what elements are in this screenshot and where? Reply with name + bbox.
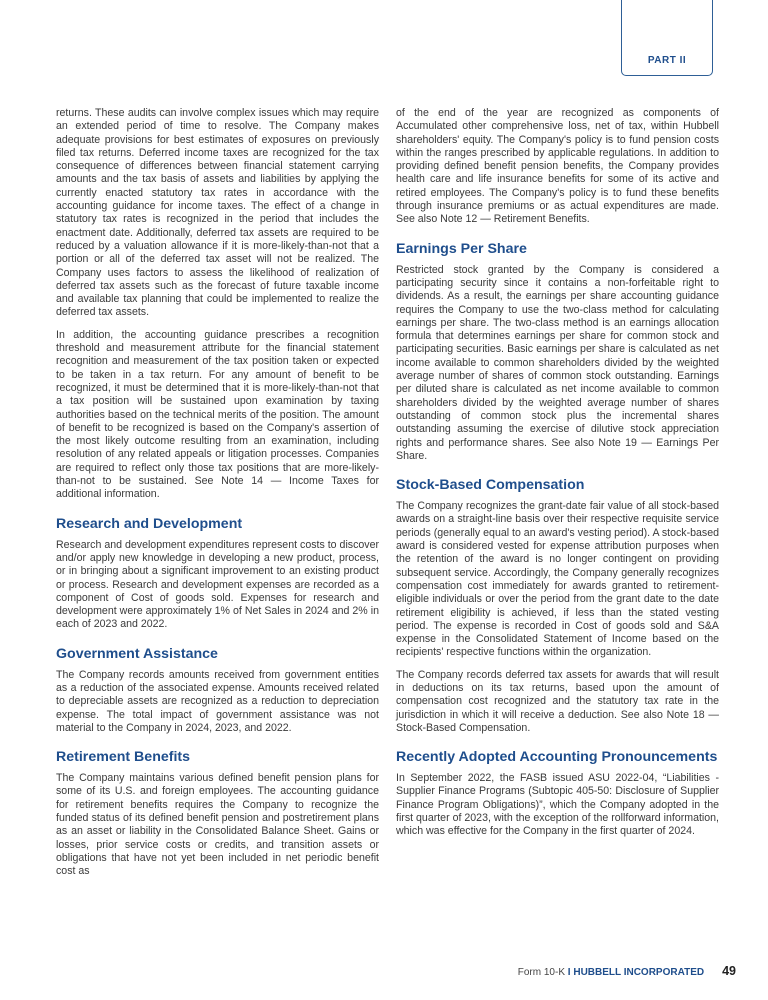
recently-adopted-pronouncements-paragraph: In September 2022, the FASB issued ASU 2022-04, “Liabilities - Supplier Finance Programs (Subtopic 405-50: Disclosure of Supplier Finance Program Obligations)”, which the Company adopted in the first quarter of 2023, with the exception of the rollforward information, which was effective for the Company in the first quarter of 2024. (396, 772, 719, 838)
heading-research-development: Research and Development (56, 515, 243, 532)
income-tax-paragraph-2: In addition, the accounting guidance prescribes a recognition threshold and measurement attribute for the financial statement recognition and measurement of the tax position taken or expected to be taken in a tax return. For any amount of benefit to be recognized, it must be determined that it is more-likely-than-not that a tax position will be sustained upon examination by taxing authorities based on the technical merits of the position. The amount of benefit to be recognized is based on the Company's assertion of the most likely outcome resulting from an examination, including resolution of any related appeals or litigation processes. Companies are required to reflect only those tax positions that are more-likely-than-not to be sustained. See Note 14 — Income Taxes for additional information. (56, 328, 379, 501)
research-development-paragraph: Research and development expenditures represent costs to discover and/or apply new knowledge in developing a new product, process, or in bringing about a significant improvement to an existing product or process. Research and development expenses are recorded as a component of Cost of goods sold. Expenses for research and development were approximately 1% of Net Sales in 2024 and 2% in each of 2023 and 2022. (56, 538, 379, 631)
left-column (56, 107, 379, 888)
footer-company: HUBBELL INCORPORATED (573, 967, 705, 978)
part-tab (621, 0, 713, 76)
right-column (396, 107, 719, 848)
government-assistance-paragraph: The Company records amounts received from government entities as a reduction of the associated expense. Amounts received related to depreciable assets are recognized as a reduction to depreciation expense. The total impact of government assistance was not material to the Company in 2024, 2023, and 2022. (56, 668, 379, 734)
footer-separator: I (565, 967, 574, 978)
footer-form: Form 10-K (517, 967, 565, 978)
heading-earnings-per-share: Earnings Per Share (396, 240, 527, 257)
earnings-per-share-paragraph: Restricted stock granted by the Company is considered a participating security since it contains a non-forfeitable right to dividends. As a result, the earnings per share accounting guidance requires the Company to use the two-class method for calculating earnings per share. The two-class method is an earnings allocation formula that determines earnings per share for common stock and participating securities. Basic earnings per share is calculated as net income available to common shareholders divided by the weighted average number of shares of common stock outstanding. Earnings per diluted share is calculated as net income available to common shareholders divided by the weighted average number of shares outstanding of common stock plus the incremental shares outstanding assuming the exercise of dilutive stock appreciation rights and performance shares. See also Note 19 — Earnings Per Share. (396, 263, 719, 462)
retirement-benefits-paragraph: The Company maintains various defined benefit pension plans for some of its U.S. and foreign employees. The accounting guidance for retirement benefits requires the Company to recognize the funded status of its defined benefit pension and postretirement plans as an asset or liability in the Consolidated Balance Sheet. Gains or losses, prior service costs or credits, and transition assets or obligations that have not yet been included in net periodic benefit cost as (56, 772, 379, 878)
heading-stock-based-compensation: Stock-Based Compensation (396, 477, 585, 494)
heading-government-assistance: Government Assistance (56, 645, 218, 662)
stock-based-compensation-paragraph-2: The Company records deferred tax assets for awards that will result in deductions on its tax returns, based upon the amount of compensation cost recognized and the statutory tax rate in the jurisdiction in which it will receive a deduction. See also Note 18 — Stock-Based Compensation. (396, 668, 719, 734)
stock-based-compensation-paragraph-1: The Company recognizes the grant-date fair value of all stock-based awards on a straight-line basis over their respective requisite service periods (generally equal to an award's vesting period). A stock-based award is considered vested for expense attribution purposes when the retention of the award is no longer contingent on providing subsequent service. Accordingly, the Company generally recognizes compensation cost immediately for awards granted to retirement-eligible individuals or over the period from the grant date to the date retirement eligibility is achieved, if less than the stated vesting period. The expense is recorded in Cost of goods sold and S&A expense in the Consolidated Statement of Income based on the recipients' respective functions within the organization. (396, 500, 719, 659)
page-footer (518, 964, 736, 978)
heading-retirement-benefits: Retirement Benefits (56, 749, 191, 766)
part-label: PART II (647, 55, 687, 66)
page-number: 49 (722, 964, 736, 978)
heading-recently-adopted-pronouncements: Recently Adopted Accounting Pronouncements (396, 749, 718, 766)
income-tax-paragraph-1: returns. These audits can involve complex issues which may require an extended period of time to resolve. The Company makes adequate provisions for best estimates of exposures on previously filed tax returns. Deferred income taxes are recognized for the tax consequence of differences between financial statement carrying amounts and the tax basis of assets and liabilities by applying the currently enacted statutory tax rates in accordance with the accounting guidance for income taxes. The effect of a change in statutory tax rates is recognized in the period that includes the enactment date. Additionally, deferred tax assets are required to be reduced by a valuation allowance if it is more-likely-than-not that a portion or all of the deferred tax asset will not be realized. The Company uses factors to assess the likelihood of realization of deferred tax assets such as the forecast of future taxable income and available tax planning that could be implemented to realize the deferred tax assets. (56, 107, 379, 319)
retirement-benefits-continued: of the end of the year are recognized as components of Accumulated other comprehensive loss, net of tax, within Hubbell shareholders' equity. The Company's policy is to fund pension costs within the ranges prescribed by applicable regulations. In addition to providing defined benefit pension benefits, the Company provides health care and life insurance benefits for some of its active and retired employees. The Company's policy is to fund these benefits through insurance premiums or as actual expenditures are made. See also Note 12 — Retirement Benefits. (396, 107, 719, 226)
